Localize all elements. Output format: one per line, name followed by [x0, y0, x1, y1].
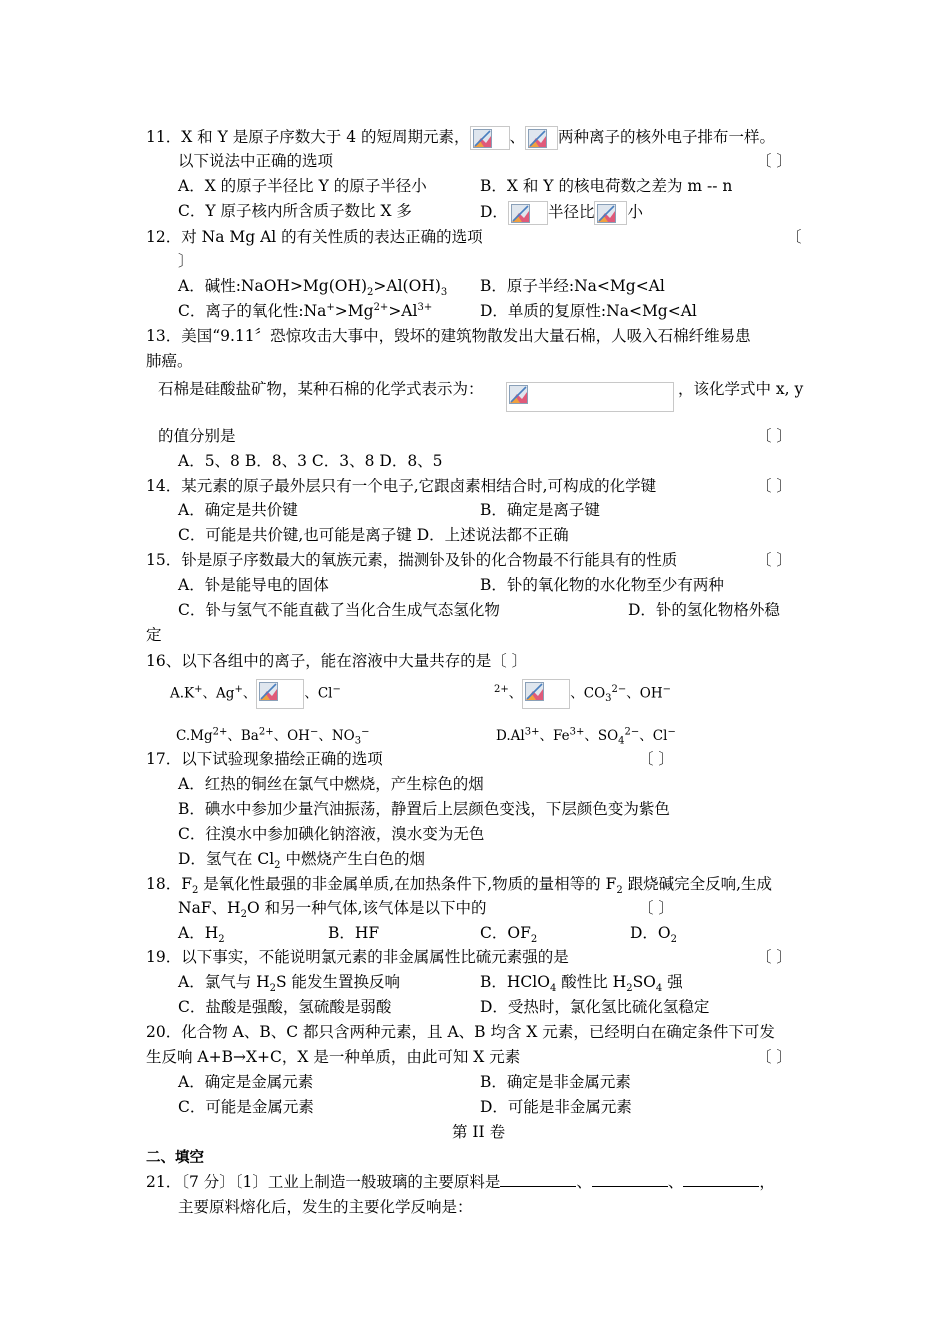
q13-stem: 13．美国“9.11〞恐惊攻击大事中，毁坏的建筑物散发出大量石棉，人吸入石棉纤维易患 [146, 327, 751, 345]
q12-option-b: B．原子半经:Na<Mg<Al [480, 277, 665, 295]
q18-option-a: A．$H_2$ [178, 924, 225, 946]
answer-paren: 〔 〕 [756, 427, 792, 445]
image-placeholder-icon [511, 204, 530, 223]
answer-blank[interactable] [500, 1172, 576, 1187]
formula-image [522, 679, 570, 709]
q20-option-c: C．可能是金属元素 [178, 1098, 314, 1116]
q11-option-d: D． 半径比 小 [480, 201, 643, 225]
q17-option-c: C．往溴水中参加碘化钠溶液，溴水变为无色 [178, 825, 485, 843]
q15-option-b: B．钋的氧化物的水化物至少有两种 [480, 576, 724, 594]
image-placeholder-icon [528, 129, 547, 148]
formula-image [470, 126, 510, 150]
formula-image [594, 201, 627, 225]
formula-image [508, 201, 548, 225]
q16-option-b: $^{2+}$、 、$CO_3^{2-}$、OH− [494, 679, 671, 709]
answer-paren: 〔 〕 [756, 551, 792, 569]
q15-option-a: A．钋是能导电的固体 [178, 576, 329, 594]
q18-stem-cont: NaF、$H_2O$ 和另一种气体,该气体是以下中的 [178, 899, 487, 921]
answer-paren: 〕 [178, 252, 194, 270]
q16-option-a: A.K+、Ag+、 、Cl− [170, 679, 341, 709]
q15-option-c: C．钋与氢气不能直截了当化合生成气态氢化物 [178, 601, 500, 619]
image-placeholder-icon [525, 682, 544, 701]
image-placeholder-icon [597, 204, 616, 223]
q12-option-c: C．离子的氧化性$:Na^+>Mg^{2+}>Al^{3+}$ [178, 301, 433, 320]
q17-stem: 17．以下试验现象描绘正确的选项 [146, 750, 383, 768]
q14-stem: 14．某元素的原子最外层只有一个电子,它跟卤素相结合时,可构成的化学键 [146, 477, 657, 495]
q12-option-a: A．碱性$:NaOH>Mg(OH)_2>Al(OH)_3$ [178, 277, 448, 299]
q16-option-c: $C.Mg^{2+}$、$Ba^{2+}$、OH−、$NO_3^-$ [176, 726, 370, 747]
q11-option-b: B．X 和 Y 的核电荷数之差为 m -- n [480, 177, 733, 195]
q19-option-d: D．受热时，氯化氢比硫化氢稳定 [480, 998, 710, 1016]
q11-stem: 11．X 和 Y 是原子序数大于 4 的短周期元素， 、 两种离子的核外电子排布一样。 [146, 126, 775, 150]
q18-option-c: C．$OF_2$ [480, 924, 538, 946]
q15-option-d: D．钋的氢化物格外稳 [628, 601, 780, 619]
q13-formula-line: 石棉是硅酸盐矿物，某种石棉的化学式表示为： [158, 380, 484, 398]
q13-stem-cont: 肺癌。 [146, 352, 193, 370]
q16-stem: 16、以下各组中的离子，能在溶液中大量共存的是〔 〕 [146, 652, 528, 670]
q17-option-a: A．红热的铜丝在氯气中燃烧，产生棕色的烟 [178, 775, 484, 793]
answer-paren: 〔 〕 [638, 750, 674, 768]
q20-stem: 20．化合物 A、B、C 都只含两种元素，且 A、B 均含 X 元素，已经明白在确定条件下可发 [146, 1023, 775, 1041]
answer-blank[interactable] [683, 1172, 759, 1187]
answer-paren: 〔 〕 [638, 899, 674, 917]
q17-option-b: B．碘水中参加少量汽油振荡，静置后上层颜色变浅，下层颜色变为紫色 [178, 800, 670, 818]
q17-option-d: D．氢气在 $Cl_2$ 中燃烧产生白色的烟 [178, 850, 425, 872]
q11-stem-cont: 以下说法中正确的选项 [178, 152, 334, 170]
q13-options: A．5、8 B．8、3 C．3、8 D．8、5 [178, 452, 443, 470]
q16-option-d: $D.Al^{3+}$、$Fe^{3+}$、$SO_4^{2-}$、Cl− [496, 726, 676, 747]
q21-stem: 21．〔7 分〕〔1〕工业上制造一般玻璃的主要原料是 、 、 ， [146, 1173, 775, 1191]
q20-option-b: B．确定是非金属元素 [480, 1073, 631, 1091]
q11-option-a: A．X 的原子半径比 Y 的原子半径小 [178, 177, 427, 195]
q18-option-b: B．HF [328, 924, 380, 942]
q21-stem-cont: 主要原料熔化后，发生的主要化学反响是： [178, 1198, 473, 1216]
q15-option-d-cont: 定 [146, 626, 162, 644]
image-placeholder-icon [259, 682, 278, 701]
q14-option-c-d: C．可能是共价键,也可能是离子键 D．上述说法都不正确 [178, 526, 569, 544]
q19-stem: 19．以下事实，不能说明氯元素的非金属属性比硫元素强的是 [146, 948, 569, 966]
answer-paren: 〔 〕 [756, 477, 792, 495]
q15-stem: 15．钋是原子序数最大的氧族元素，揣测钋及钋的化合物最不行能具有的性质 [146, 551, 678, 569]
answer-paren: 〔 [786, 228, 802, 246]
q20-stem-cont: 生反响 A+B→X+C，X 是一种单质，由此可知 X 元素 [146, 1048, 521, 1066]
q11-option-c: C．Y 原子核内所含质子数比 X 多 [178, 202, 412, 220]
part-title: 第 II 卷 [452, 1123, 506, 1141]
q18-stem: 18．$F_2$ 是氧化性最强的非金属单质,在加热条件下,物质的量相等的 $F_2$ 跟烧碱完全反响,生成 [146, 875, 773, 897]
answer-paren: 〔 〕 [756, 152, 792, 170]
q20-option-d: D．可能是非金属元素 [480, 1098, 632, 1116]
q19-option-a: A．氯气与 $H_2S$ 能发生置换反响 [178, 973, 401, 995]
q12-stem: 12．对 Na Mg Al 的有关性质的表达正确的选项 [146, 228, 483, 246]
q14-option-a: A．确定是共价键 [178, 501, 298, 519]
answer-paren: 〔 〕 [756, 948, 792, 966]
q14-option-b: B．确定是离子键 [480, 501, 600, 519]
formula-image [256, 679, 304, 709]
formula-image [525, 126, 558, 150]
answer-paren: 〔 〕 [756, 1048, 792, 1066]
answer-blank[interactable] [592, 1172, 668, 1187]
q19-option-b: B．HClO$_4$ 酸性比 $H_2SO_4$ 强 [480, 973, 683, 995]
section-title: 二、填空 [146, 1150, 204, 1166]
q20-option-a: A．确定是金属元素 [178, 1073, 314, 1091]
formula-image [506, 382, 674, 412]
q12-option-d: D．单质的复原性:Na<Mg<Al [480, 302, 697, 320]
q19-option-c: C．盐酸是强酸，氢硫酸是弱酸 [178, 998, 392, 1016]
q18-option-d: D．$O_2$ [630, 924, 678, 946]
q13-stem-end: 的值分别是 [158, 427, 236, 445]
q13-formula-line-end: ，该化学式中 x, y [678, 380, 804, 398]
image-placeholder-icon [473, 129, 492, 148]
image-placeholder-icon [509, 385, 528, 404]
